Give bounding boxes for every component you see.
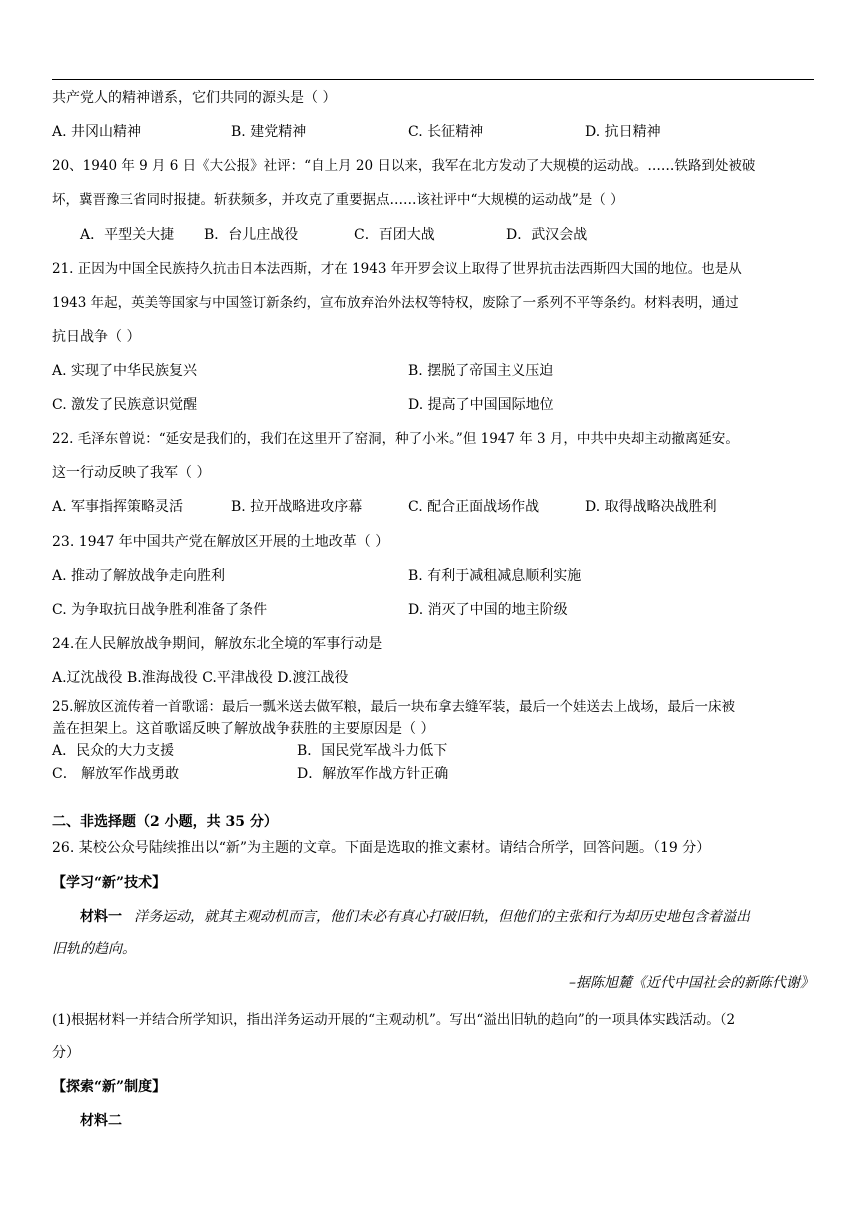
- q21-line3: 抗日战争（ ）: [52, 329, 141, 345]
- material1-source: –据陈旭麓《近代中国社会的新陈代谢》: [569, 975, 814, 991]
- q25-option-b: B．国民党军战斗力低下: [297, 743, 448, 759]
- q21-line1: 21. 正因为中国全民族持久抗击日本法西斯，才在 1943 年开罗会议上取得了世界抗击法西斯四大国的地位。也是从: [52, 261, 742, 277]
- q19-stem: 共产党人的精神谱系，它们共同的源头是（ ）: [52, 90, 337, 106]
- q22-option-c: C. 配合正面战场作战: [408, 499, 540, 515]
- q25-line1: 25.解放区流传着一首歌谣：最后一瓢米送去做军粮，最后一块布拿去缝军装，最后一个娃送去上战场，最后一床被: [52, 699, 735, 715]
- q23-option-d: D. 消灭了中国的地主阶级: [408, 602, 568, 618]
- material2-label: 材料二: [80, 1113, 122, 1129]
- q21-line2: 1943 年起，英美等国家与中国签订新条约，宣布放弃治外法权等特权，废除了一系列不平等条约。材料表明，通过: [52, 295, 739, 311]
- q25-option-d: D．解放军作战方针正确: [297, 766, 449, 782]
- q20-line2: 坏，冀晋豫三省同时报捷。斩获频多，并攻克了重要据点……该社评中“大规模的运动战”是（ ）: [52, 192, 624, 208]
- q21-option-c: C. 激发了民族意识觉醒: [52, 397, 198, 413]
- section2-heading: 二、非选择题（2 小题，共 35 分）: [52, 814, 278, 830]
- q23-stem: 23. 1947 年中国共产党在解放区开展的土地改革（ ）: [52, 534, 390, 550]
- q26-sub2-title: 【探索“新”制度】: [52, 1079, 167, 1095]
- q26-stem: 26. 某校公众号陆续推出以“新”为主题的文章。下面是选取的推文素材。请结合所学，回答问题。（19 分）: [52, 840, 711, 856]
- q22-line2: 这一行动反映了我军（ ）: [52, 465, 211, 481]
- q20-option-c: C．百团大战: [354, 227, 435, 243]
- q19-option-b: B. 建党精神: [231, 124, 307, 140]
- q22-option-b: B. 拉开战略进攻序幕: [231, 499, 363, 515]
- q25-option-a: A．民众的大力支援: [52, 743, 175, 759]
- header-rule: [52, 79, 814, 80]
- q21-option-a: A. 实现了中华民族复兴: [52, 363, 198, 379]
- q26-q1-line1: (1)根据材料一并结合所学知识，指出洋务运动开展的“主观动机”。写出“溢出旧轨的趋向”的一项具体实践活动。（2: [52, 1012, 736, 1028]
- material1-line1: 洋务运动，就其主观动机而言，他们未必有真心打破旧轨，但他们的主张和行为却历史地包含着溢出: [134, 909, 750, 925]
- material1-label: 材料一: [80, 909, 122, 925]
- q23-option-b: B. 有利于减租减息顺利实施: [408, 568, 582, 584]
- material1-line2: 旧轨的趋向。: [52, 941, 136, 957]
- q20-line1: 20、1940 年 9 月 6 日《大公报》社评：“自上月 20 日以来，我军在北方发动了大规模的运动战。……铁路到处被破: [52, 158, 756, 174]
- q22-line1: 22. 毛泽东曾说：“延安是我们的，我们在这里开了窑洞，种了小米。”但 1947 年 3 月，中共中央却主动撤离延安。: [52, 431, 739, 447]
- q20-option-a: A．平型关大捷: [80, 227, 175, 243]
- q25-option-c: C． 解放军作战勇敢: [52, 766, 180, 782]
- q20-option-d: D．武汉会战: [506, 227, 588, 243]
- q22-option-d: D. 取得战略决战胜利: [585, 499, 717, 515]
- q19-option-c: C. 长征精神: [408, 124, 484, 140]
- q21-option-b: B. 摆脱了帝国主义压迫: [408, 363, 554, 379]
- q25-line2: 盖在担架上。这首歌谣反映了解放战争获胜的主要原因是（ ）: [52, 721, 435, 737]
- q26-q1-line2: 分）: [52, 1045, 80, 1061]
- q23-option-a: A. 推动了解放战争走向胜利: [52, 568, 226, 584]
- q20-option-b: B．台儿庄战役: [204, 227, 299, 243]
- q23-option-c: C. 为争取抗日战争胜利准备了条件: [52, 602, 268, 618]
- q22-option-a: A. 军事指挥策略灵活: [52, 499, 184, 515]
- q19-option-a: A. 井冈山精神: [52, 124, 142, 140]
- q21-option-d: D. 提高了中国国际地位: [408, 397, 554, 413]
- q24-options: A.辽沈战役 B.淮海战役 C.平津战役 D.渡江战役: [52, 670, 349, 686]
- q26-sub1-title: 【学习“新”技术】: [52, 875, 167, 891]
- q19-option-d: D. 抗日精神: [585, 124, 661, 140]
- q24-stem: 24.在人民解放战争期间，解放东北全境的军事行动是: [52, 636, 383, 652]
